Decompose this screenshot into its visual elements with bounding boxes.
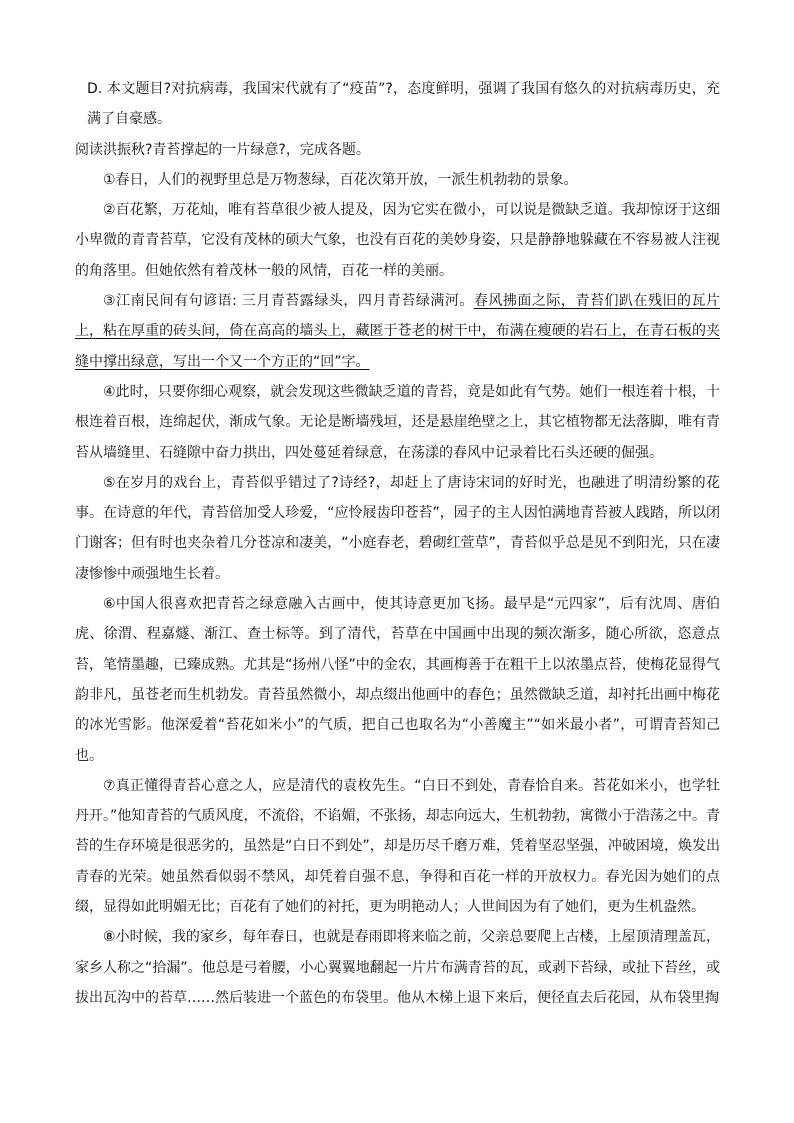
- paragraph-3-plain: ③江南民间有句谚语: 三月青苔露绿头，四月青苔绿满河。: [103, 293, 474, 310]
- paragraph-3: [75, 286, 720, 377]
- reading-instruction: 阅读洪振秋?青苔撑起的一片绿意?，完成各题。: [75, 141, 370, 158]
- paragraph-5: ⑤在岁月的戏台上，青苔似乎错过了?诗经?，却赶上了唐诗宋词的好时光，也融进了明清纷繁的花事。在诗意的年代，青苔倍加受人珍爱，“应怜屐齿印苍苔”，园子的主人因怕满地青苔被人践踏，所以闭门谢客；但有时也夹杂着几分苍凉和凄美，“小庭春老，碧砌红萱草”，青苔似乎总是见不到阳光，只在凄凄惨惨中顽强地生长着。: [75, 474, 720, 582]
- document-content: [75, 74, 720, 1013]
- paragraph-1: ①春日，人们的视野里总是万物葱绿，百花次第开放，一派生机勃勃的景象。: [103, 171, 578, 188]
- paragraph-7: ⑦真正懂得青苔心意之人，应是清代的袁枚先生。“白日不到处，青春恰自来。苔花如米小，也学牡丹开。”他知青苔的气质风度，不流俗，不谄媚，不张扬，却志向远大，生机勃勃，寓微小于浩荡之中。青苔的生存环境是很恶劣的，虽然是“白日不到处”，却是历尽千磨万难，凭着坚忍坚强，冲破困境，焕发出青春的光荣。她虽然看似弱不禁风，却凭着自强不息，争得和百花一样的开放权力。春光因为她们的点缀，显得如此明媚无比；百花有了她们的衬托，更为明艳动人；人世间因为有了她们，更为生机盎然。: [75, 777, 720, 916]
- paragraph-6: ⑥中国人很喜欢把青苔之绿意融入古画中，使其诗意更加飞扬。最早是“元四家”，后有沈周、唐伯虎、徐渭、程嘉燧、渐江、查士标等。到了清代，苔草在中国画中出现的频次渐多，随心所欲，恣意点苔，笔情墨趣，已臻成熟。尤其是“扬州八怪”中的金农，其画梅善于在粗干上以浓墨点苔，使梅花显得气韵非凡，虽苍老而生机勃发。青苔虽然微小，却点缀出他画中的春色；虽然微缺乏道，却衬托出画中梅花的冰光雪影。他深爱着“苔花如米小”的气质，把自己也取名为“小善魔主”“如米最小者”，可谓青苔知己也。: [75, 596, 720, 764]
- paragraph-2: ②百花繁，万花灿，唯有苔草很少被人提及，因为它实在微小，可以说是微缺乏道。我却惊讶于这细小卑微的青青苔草，它没有茂林的硕大气象，也没有百花的美妙身姿，只是静静地躲藏在不容易被人注视的角落里。但她依然有着茂林一般的风情，百花一样的美丽。: [75, 202, 720, 279]
- option-d: D. 本文题目?对抗病毒，我国宋代就有了“疫苗”?，态度鲜明，强调了我国有悠久的对抗病毒历史，充满了自豪感。: [87, 81, 720, 128]
- paragraph-3-underlined: 春风拂面之际，青苔们趴在残旧的瓦片上，粘在厚重的砖头间，倚在高高的墙头上，藏匿于苍老的树干中，布满在瘦硬的岩石上，在青石板的夹缝中撑出绿意，写出一个又一个方正的“回”字。: [75, 293, 720, 370]
- paragraph-4: ④此时，只要你细心观察，就会发现这些微缺乏道的青苔，竟是如此有气势。她们一根连着十根，十根连着百根，连绵起伏，渐成气象。无论是断墙残垣，还是悬崖绝壁之上，其它植物都无法落脚，唯有青苔从墙缝里、石缝隙中奋力拱出，四处蔓延着绿意，在荡漾的春风中记录着比石头还硬的倔强。: [75, 383, 720, 461]
- paragraph-8: ⑧小时候，我的家乡，每年春日，也就是春雨即将来临之前，父亲总要爬上古楼，上屋顶清理盖瓦，家乡人称之“拾漏”。他总是弓着腰，小心翼翼地翻起一片片布满青苔的瓦，或剥下苔绿，或扯下苔丝，或拔出瓦沟中的苔草……然后装进一个蓝色的布袋里。他从木梯上退下来后，便径直去后花园，从布袋里掏: [75, 929, 720, 1006]
